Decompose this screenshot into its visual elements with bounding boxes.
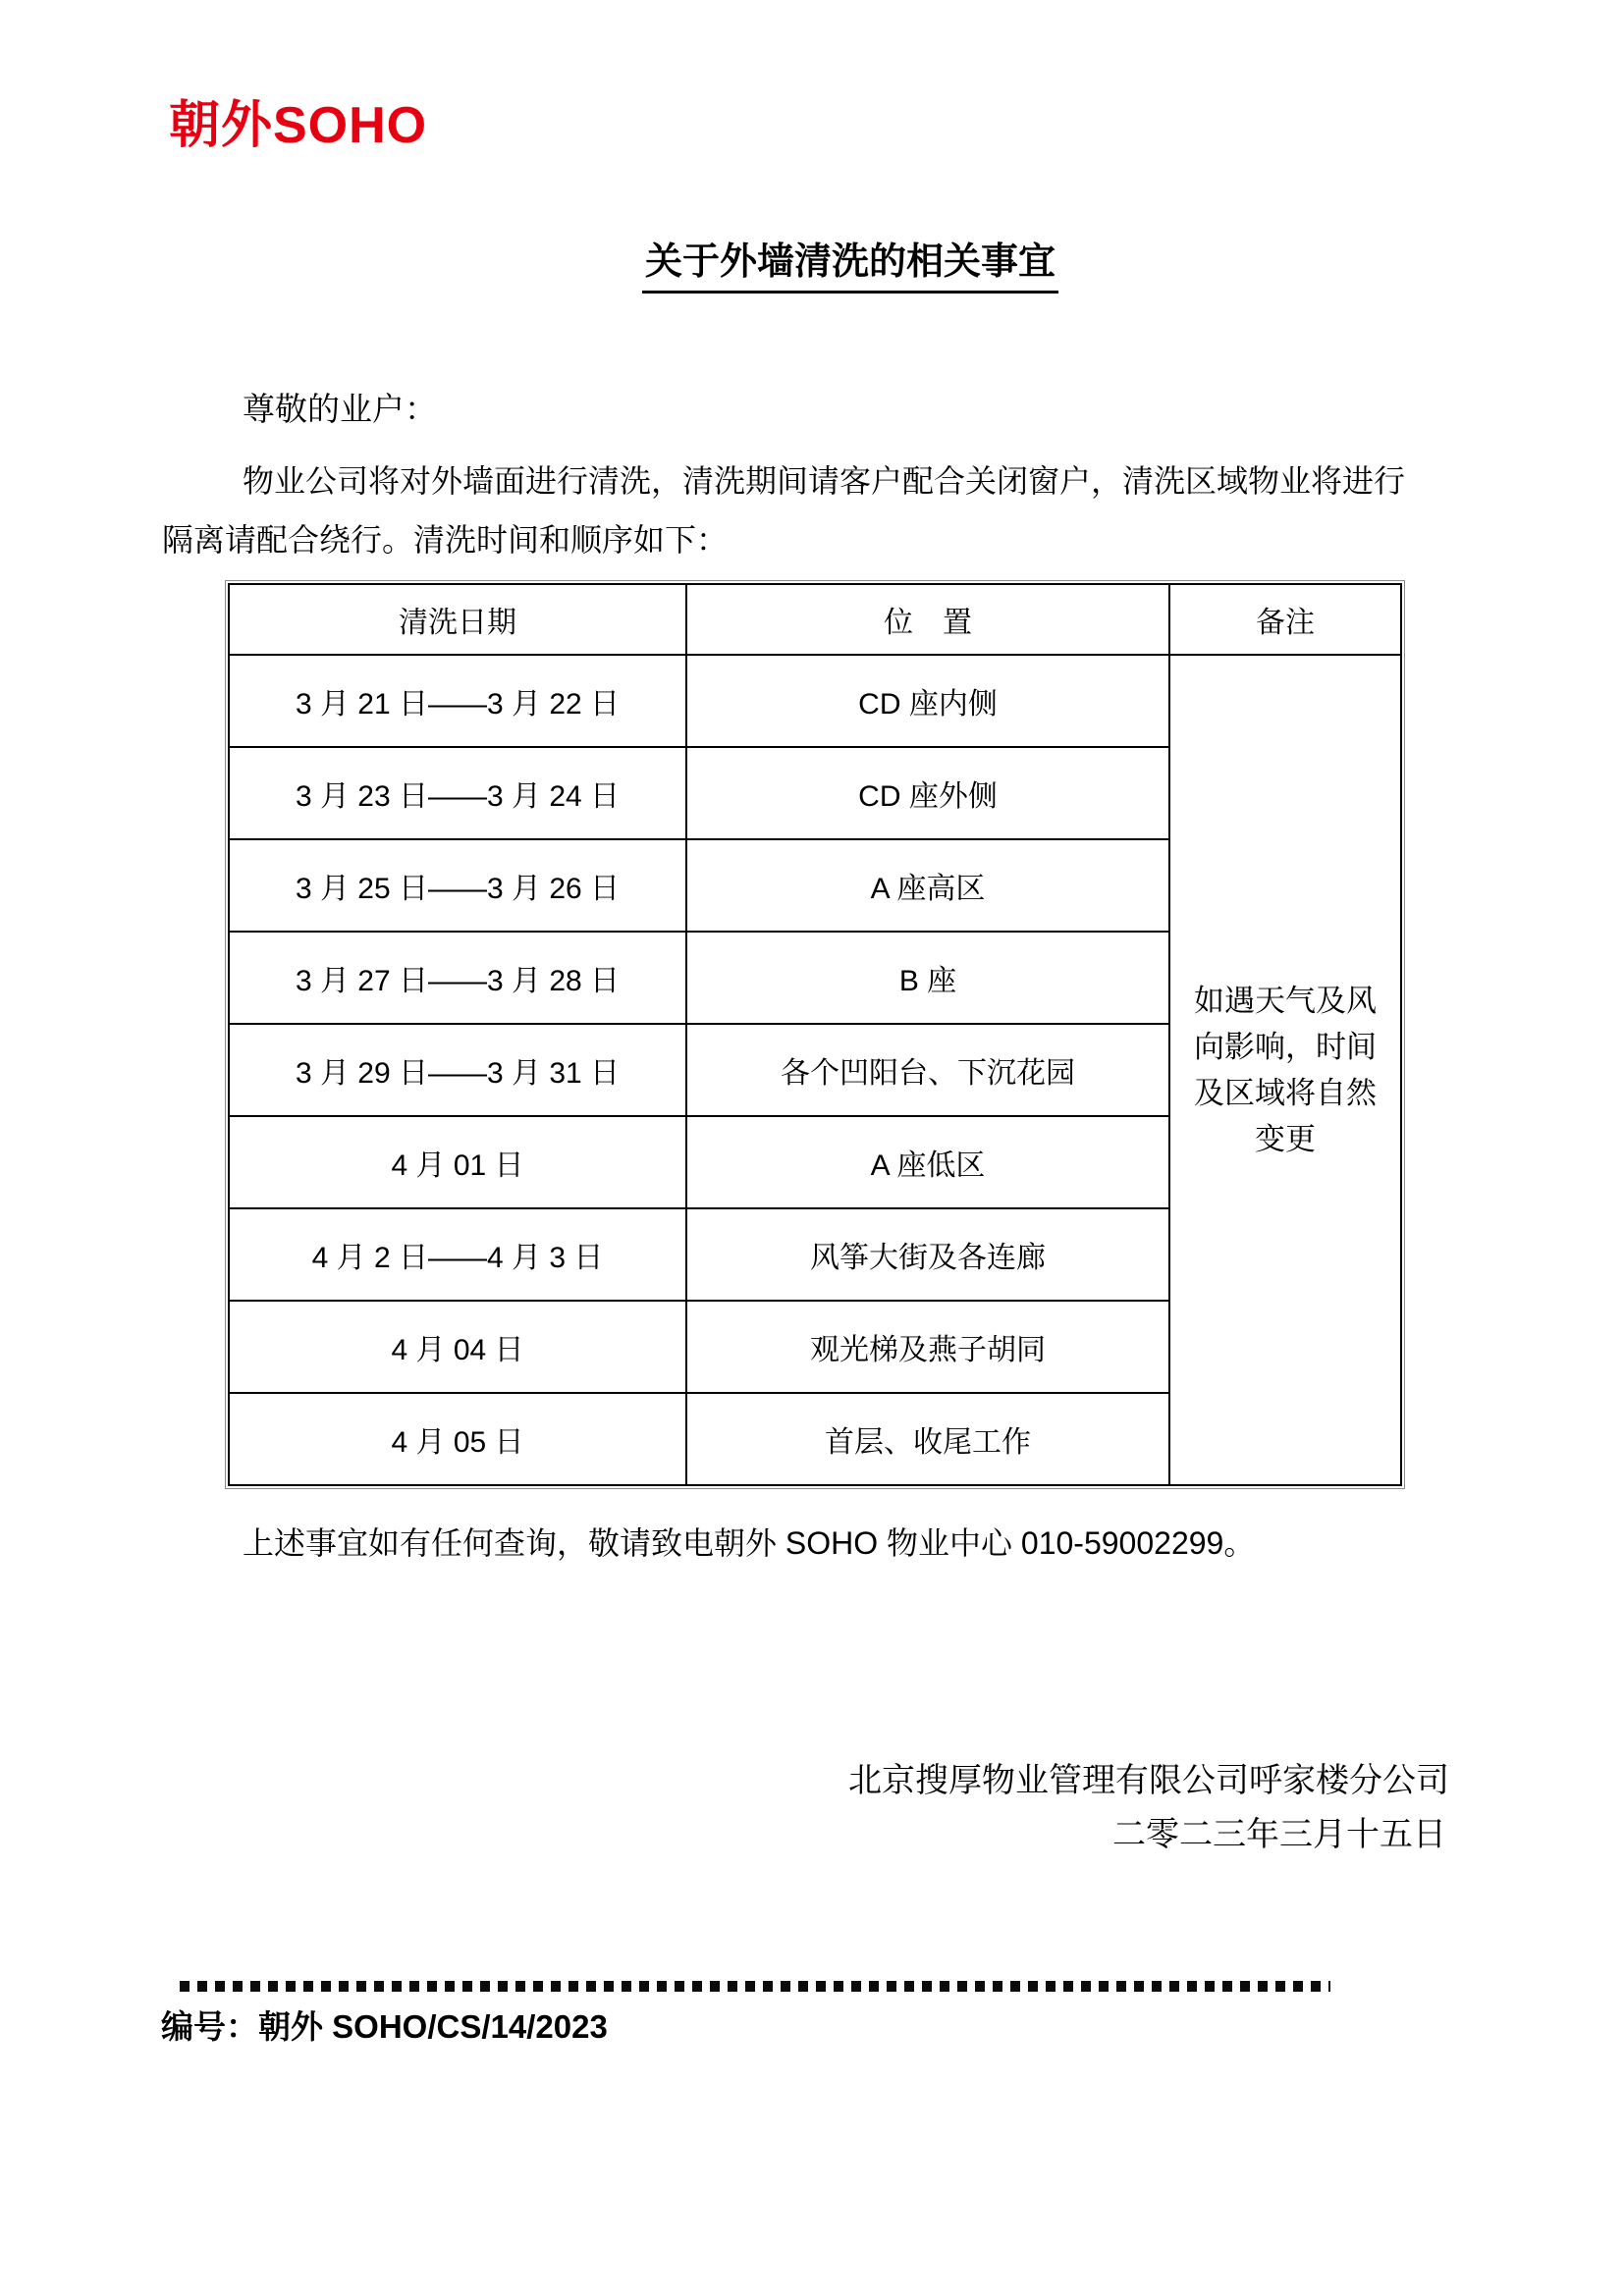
- table-header-row: [229, 584, 1401, 655]
- page-title-text: 关于外墙清洗的相关事宜: [642, 241, 1058, 294]
- date-cell: 3 月 29 日——3 月 31 日: [229, 1024, 686, 1116]
- location-cell: B 座: [686, 932, 1169, 1024]
- location-cell: CD 座外侧: [686, 747, 1169, 839]
- date-cell: 4 月 04 日: [229, 1301, 686, 1393]
- remark-cell: 如遇天气及风向影响，时间及区域将自然变更: [1169, 655, 1401, 1485]
- greeting-line: 尊敬的业户：: [243, 391, 437, 427]
- doc-number: 编号：朝外 SOHO/CS/14/2023: [161, 2008, 608, 2045]
- signature-company: 北京搜厚物业管理有限公司呼家楼分公司: [848, 1762, 1449, 1799]
- location-cell: A 座低区: [686, 1116, 1169, 1208]
- date-cell: 3 月 21 日——3 月 22 日: [229, 655, 686, 747]
- location-cell: 各个凹阳台、下沉花园: [686, 1024, 1169, 1116]
- cleaning-schedule-table: [225, 580, 1405, 1489]
- intro-line-2: 隔离请配合绕行。清洗时间和顺序如下：: [162, 522, 729, 558]
- date-cell: 4 月 2 日——4 月 3 日: [229, 1208, 686, 1301]
- brand-logo: 朝外SOHO: [169, 97, 428, 154]
- table-row: [229, 655, 1401, 747]
- page-title: [0, 241, 1624, 285]
- date-cell: 3 月 23 日——3 月 24 日: [229, 747, 686, 839]
- location-cell: 观光梯及燕子胡同: [686, 1301, 1169, 1393]
- header-remark: 备注: [1169, 584, 1401, 655]
- location-cell: CD 座内侧: [686, 655, 1169, 747]
- location-cell: 首层、收尾工作: [686, 1393, 1169, 1485]
- header-cleaning-date: 清洗日期: [229, 584, 686, 655]
- cleaning-table-body: [229, 655, 1401, 1485]
- date-cell: 4 月 05 日: [229, 1393, 686, 1485]
- date-cell: 4 月 01 日: [229, 1116, 686, 1208]
- location-cell: A 座高区: [686, 839, 1169, 932]
- location-cell: 风筝大街及各连廊: [686, 1208, 1169, 1301]
- dotted-divider: [180, 1981, 1330, 1992]
- contact-line: 上述事宜如有任何查询，敬请致电朝外 SOHO 物业中心 010-59002299。: [243, 1525, 1256, 1561]
- intro-paragraph: [162, 452, 1468, 569]
- intro-line-1: 物业公司将对外墙面进行清洗，清洗期间请客户配合关闭窗户，清洗区域物业将进行: [243, 463, 1406, 499]
- date-cell: 3 月 27 日——3 月 28 日: [229, 932, 686, 1024]
- signature-date: 二零二三年三月十五日: [1112, 1816, 1446, 1853]
- header-location: 位 置: [686, 584, 1169, 655]
- date-cell: 3 月 25 日——3 月 26 日: [229, 839, 686, 932]
